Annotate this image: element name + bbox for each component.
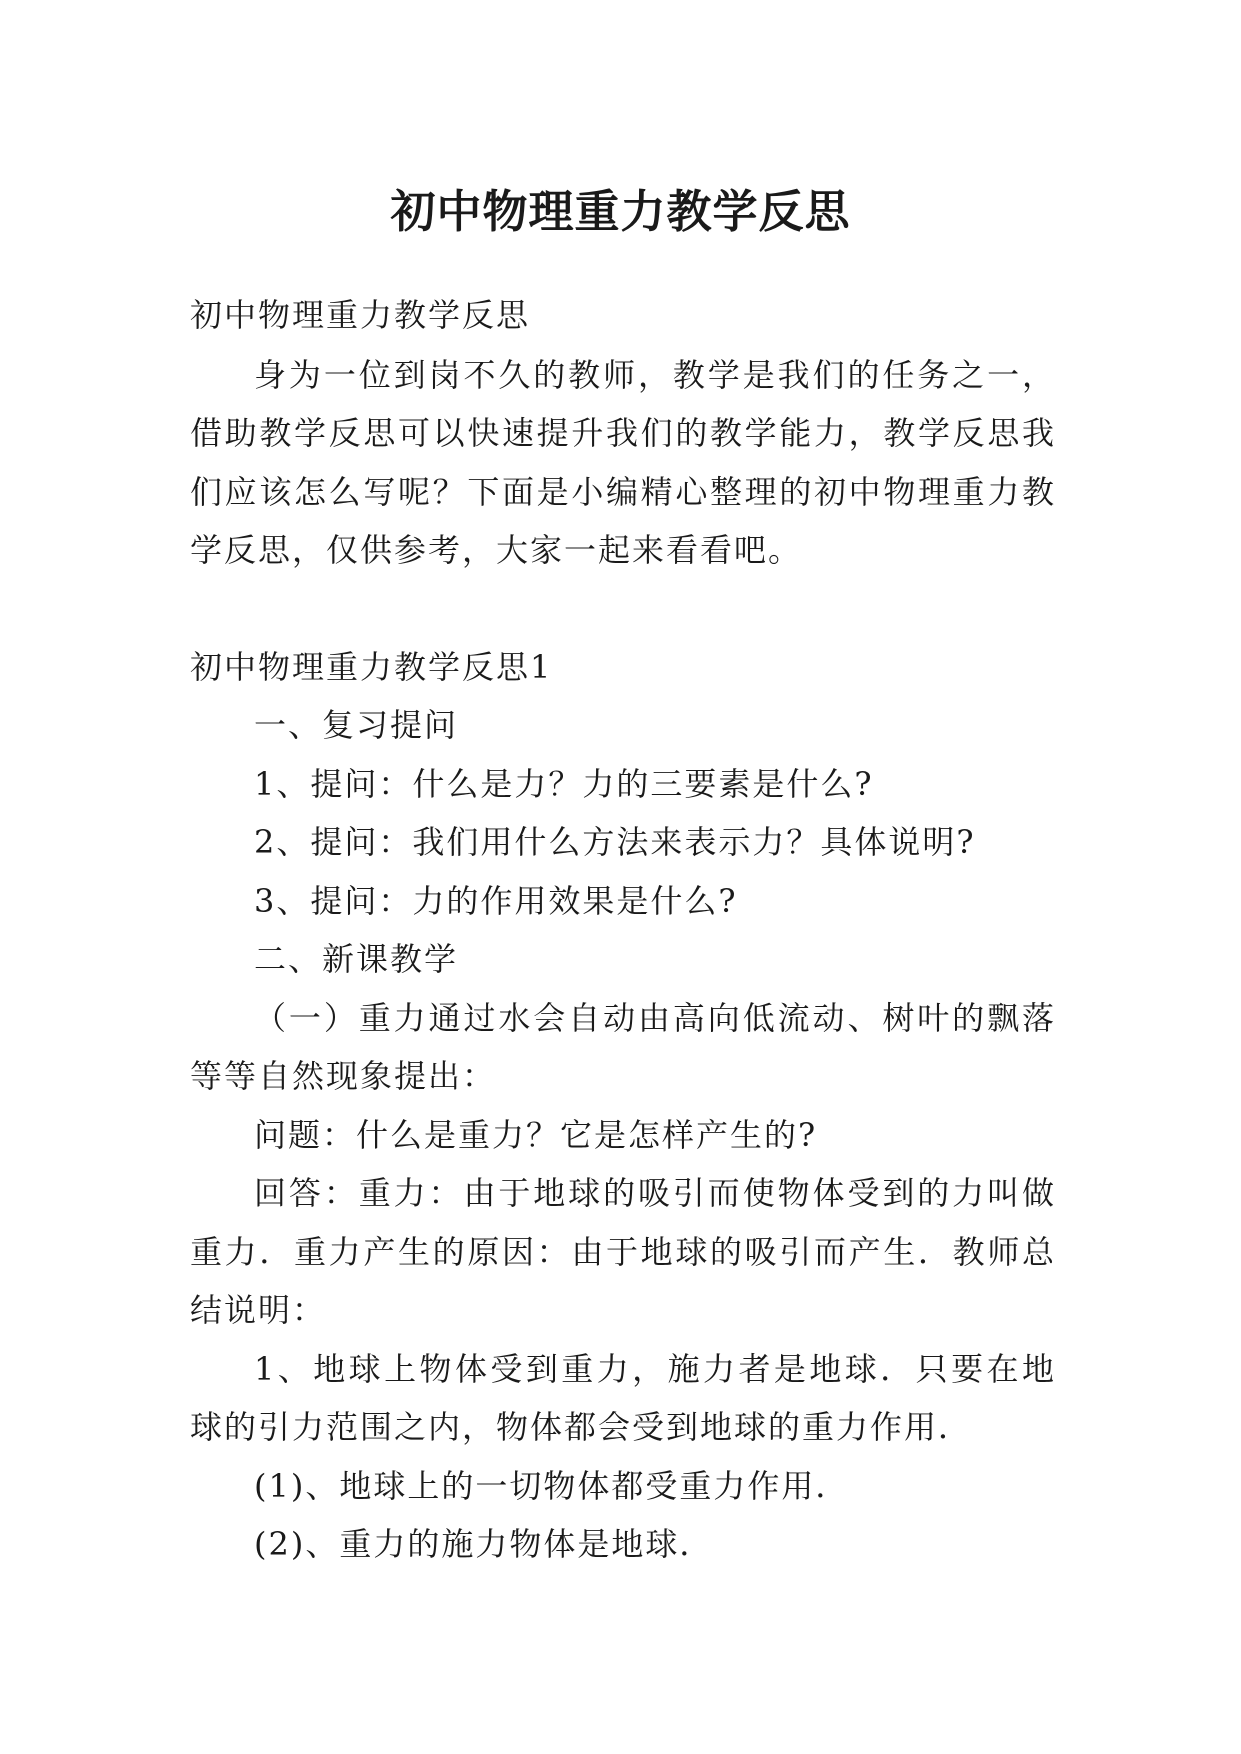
paragraph-point-1-1: (1)、地球上的一切物体都受重力作用． <box>254 1466 850 1505</box>
intro-paragraph: 身为一位到岗不久的教师，教学是我们的任务之一，借助教学反思可以快速提升我们的教学能力，教学反思我们应该怎么写呢？下面是小编精心整理的初中物理重力教学反思，仅供参考，大家一起来看看吧。 <box>190 355 1056 569</box>
paragraph-point-1: 1、地球上物体受到重力，施力者是地球．只要在地球的引力范围之内，物体都会受到地球的重力作用． <box>190 1349 1056 1446</box>
section-heading-1: 初中物理重力教学反思1 <box>190 647 553 686</box>
paragraph-point-1-2: (2)、重力的施力物体是地球． <box>254 1525 714 1563</box>
heading-new-lesson: 二、新课教学 <box>254 940 459 978</box>
paragraph-gravity-intro: （一）重力通过水会自动由高向低流动、树叶的飘落等等自然现象提出： <box>190 998 1056 1095</box>
paragraph-question: 问题：什么是重力？它是怎样产生的? <box>254 1115 818 1154</box>
heading-review-questions: 一、复习提问 <box>254 706 459 744</box>
page-title: 初中物理重力教学反思 <box>390 185 851 239</box>
subtitle-line: 初中物理重力教学反思 <box>190 296 531 334</box>
document-body <box>190 286 1056 1574</box>
question-3: 3、提问：力的作用效果是什么? <box>254 881 738 920</box>
question-2: 2、提问：我们用什么方法来表示力？具体说明? <box>254 823 976 861</box>
question-1: 1、提问：什么是力？力的三要素是什么? <box>254 764 874 803</box>
paragraph-answer: 回答：重力：由于地球的吸引而使物体受到的力叫做重力．重力产生的原因：由于地球的吸引而产生．教师总结说明： <box>190 1174 1056 1329</box>
